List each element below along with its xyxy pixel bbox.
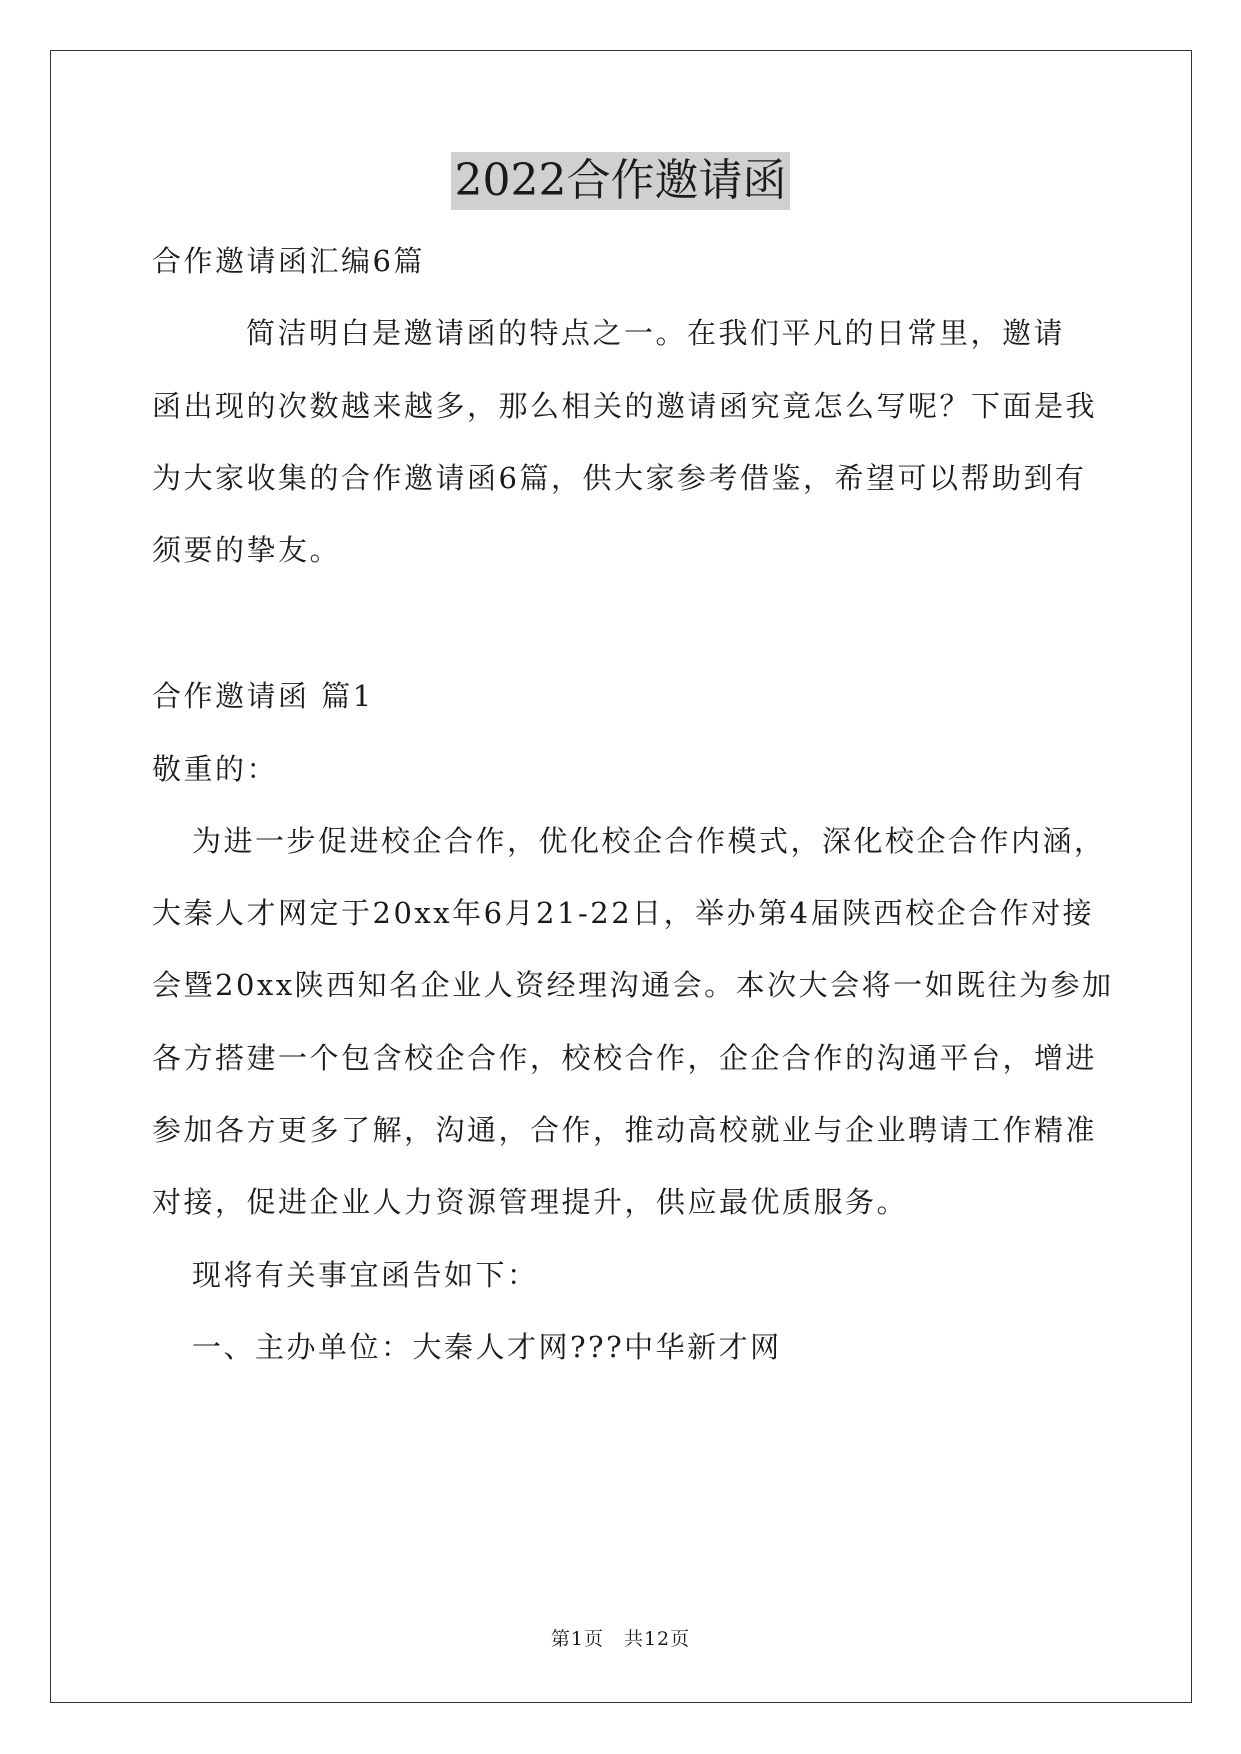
- intro-line: 函出现的次数越来越多，那么相关的邀请函究竟怎么写呢？下面是我: [152, 389, 1098, 423]
- organizer-line: 一、主办单位：大秦人才网???中华新才网: [192, 1330, 782, 1364]
- intro-line: 简洁明白是邀请函的特点之一。在我们平凡的日常里，邀请: [246, 316, 1066, 350]
- section-heading: 合作邀请函 篇1: [152, 679, 374, 713]
- intro-line: 为大家收集的合作邀请函6篇，供大家参考借鉴，希望可以帮助到有: [152, 461, 1087, 495]
- page-border: [50, 50, 1192, 1703]
- body-line: 对接，促进企业人力资源管理提升，供应最优质服务。: [152, 1185, 909, 1219]
- document-title: 2022合作邀请函: [451, 152, 791, 210]
- body-line: 大秦人才网定于20xx年6月21-22日，举办第4届陕西校企合作对接: [152, 896, 1095, 930]
- subtitle: 合作邀请函汇编6篇: [152, 244, 425, 278]
- notice-line: 现将有关事宜函告如下：: [192, 1258, 539, 1292]
- body-line: 各方搭建一个包含校企合作，校校合作，企企合作的沟通平台，增进: [152, 1041, 1098, 1075]
- body-line: 会暨20xx陕西知名企业人资经理沟通会。本次大会将一如既往为参加: [152, 968, 1114, 1002]
- intro-line: 须要的挚友。: [152, 533, 342, 567]
- title-wrap: [0, 152, 1241, 210]
- page-number: 第1页 共12页: [550, 1628, 691, 1650]
- salutation: 敬重的：: [152, 752, 279, 786]
- body-line: 参加各方更多了解，沟通，合作，推动高校就业与企业聘请工作精准: [152, 1113, 1098, 1147]
- body-line: 为进一步促进校企合作，优化校企合作模式，深化校企合作内涵，: [192, 824, 1106, 858]
